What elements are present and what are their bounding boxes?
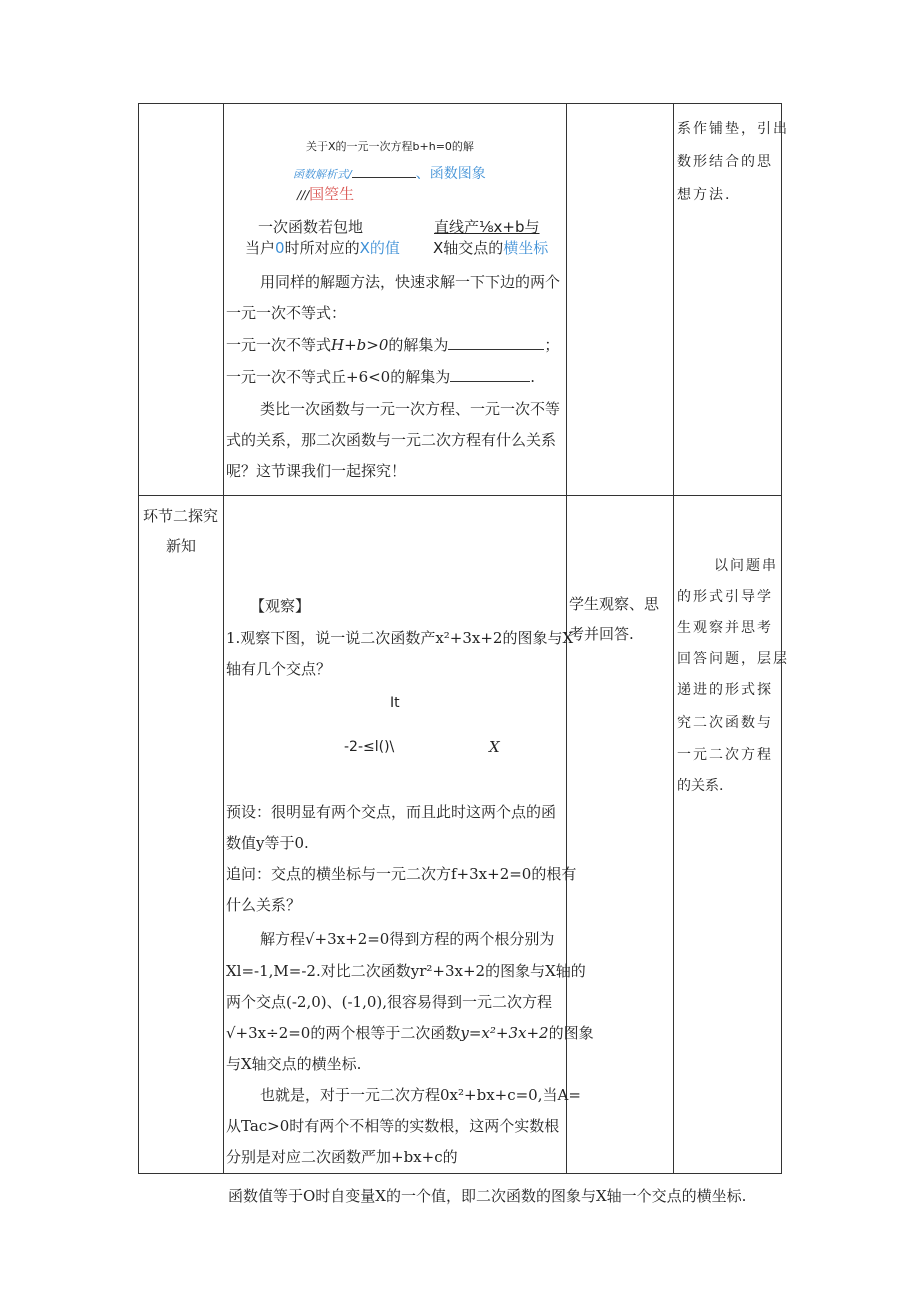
table-border-right <box>781 103 782 1174</box>
pair-right-2b: 横坐标 <box>503 239 549 257</box>
solve-line4c: 的图象 <box>548 1024 594 1042</box>
pair-left-1: 一次函数若包地 <box>258 218 364 236</box>
design-note-line1: 以问题串 <box>714 558 778 574</box>
solve-line5: 与X轴交点的横坐标. <box>226 1055 362 1073</box>
row1-note-line2: 数形结合的思 <box>677 154 773 170</box>
section-label-line1: 环节二探究 <box>143 507 219 525</box>
ineq1-prefix: 一元一次不等式 <box>226 336 332 354</box>
para2-line3: 呢？这节课我们一起探究！ <box>226 462 407 480</box>
ineq2-end: . <box>530 368 536 386</box>
solve-line4a: √+3x÷2=0的两个根等于二次函数 <box>226 1024 461 1042</box>
summary-line1: 也就是，对于一元二次方程0x²+bx+c=0,当A= <box>260 1086 581 1104</box>
para1-line2: 一元一次不等式： <box>226 304 347 322</box>
ineq2-blank <box>450 367 530 382</box>
red-line <box>297 183 354 204</box>
inequality-2 <box>226 366 535 387</box>
observe-title: 【观察】 <box>250 597 311 615</box>
summary-line2: 从Tac>0时有两个不相等的实数根，这两个实数根 <box>226 1117 560 1135</box>
ineq1-blank <box>448 335 544 350</box>
form-line <box>293 163 486 183</box>
row1-note-line3: 想方法. <box>677 187 732 203</box>
graph-label-top: It <box>390 695 400 711</box>
summary-line3: 分别是对应二次函数严加+bx+c的 <box>226 1148 458 1166</box>
pair-right-1: 直线产⅛x+b与 <box>434 218 540 236</box>
question-line2: 轴有几个交点？ <box>226 660 332 678</box>
solve-line1: 解方程√+3x+2=0得到方程的两个根分别为 <box>260 930 555 948</box>
solve-line4b: y=x²+3x+2 <box>460 1024 549 1042</box>
design-note-line3: 生观察并思考 <box>677 620 773 636</box>
para2-line2: 式的关系，那二次函数与一元二次方程有什么关系 <box>226 431 557 449</box>
question-line1: 1.观察下图，说一说二次函数产x²+3x+2的图象与X <box>226 629 574 647</box>
design-note-line4: 回答问题，层层 <box>677 651 789 667</box>
design-note-line8: 的关系. <box>677 778 724 794</box>
ineq1-suffix: 的解集为 <box>388 336 449 354</box>
pair-left-2b: 0 <box>275 239 285 257</box>
red-line-prefix: ∕∕∕ <box>297 188 310 202</box>
pair-left-2 <box>245 237 400 258</box>
solve-line3: 两个交点(-2,0)、(-1,0),很容易得到一元二次方程 <box>226 993 553 1011</box>
design-note-line6: 究二次函数与 <box>677 715 773 731</box>
table-col-divider-1 <box>223 103 224 1174</box>
graph-label-left: -2-≤l()\ <box>344 739 395 755</box>
section-label-line2: 新知 <box>166 537 197 555</box>
inequality-1 <box>226 334 559 355</box>
solve-line4 <box>226 1022 594 1043</box>
table-border-left <box>138 103 139 1174</box>
design-note-line2: 的形式引导学 <box>677 589 773 605</box>
ask-line1: 追问：交点的横坐标与一元二次方f+3x+2=0的根有 <box>226 865 577 883</box>
pair-right-2a: X轴交点的 <box>433 239 504 257</box>
graph-label-x: X <box>489 738 500 756</box>
student-activity-line2: 考并回答. <box>569 625 634 643</box>
caption-linear-equation: 关于X的一元一次方程b+h=0的解 <box>306 140 474 153</box>
table-border-bottom <box>138 1173 782 1174</box>
para1-line1: 用同样的解题方法，快速求解一下下边的两个 <box>260 273 561 291</box>
table-row-divider <box>138 495 782 496</box>
design-note-line7: 一元二次方程 <box>677 747 773 763</box>
preset-line1: 预设：很明显有两个交点，而且此时这两个点的函 <box>226 803 557 821</box>
pair-left-2d: X的值 <box>359 239 400 257</box>
pair-left-2c: 时所对应的 <box>284 239 360 257</box>
para2-line1: 类比一次函数与一元一次方程、一元一次不等 <box>260 400 561 418</box>
row1-note-line1: 系作铺垫，引出 <box>677 121 789 137</box>
preset-line2: 数值y等于0. <box>226 834 309 852</box>
continuation-text: 函数值等于O时自变量X的一个值，即二次函数的图象与X轴一个交点的横坐标. <box>228 1187 747 1205</box>
ineq1-end: ； <box>544 336 560 354</box>
solve-line2: Xl=-1,M=-2.对比二次函数yr²+3x+2的图象与X轴的 <box>226 962 586 980</box>
table-col-divider-3 <box>673 103 674 1174</box>
pair-right-2 <box>433 237 548 258</box>
form-blank <box>352 163 416 178</box>
form-prefix: 函数解析式/ <box>293 168 352 181</box>
red-line-text: 国箜生 <box>309 185 355 203</box>
form-suffix: 、函数图象 <box>415 166 486 182</box>
table-border-top <box>138 103 782 104</box>
design-note-line5: 递进的形式探 <box>677 682 773 698</box>
ask-line2: 什么关系？ <box>226 896 302 914</box>
ineq2-prefix: 一元一次不等式丘+6<0的解集为 <box>226 368 451 386</box>
ineq1-math: H+b>0 <box>331 336 389 354</box>
pair-left-2a: 当户 <box>245 239 276 257</box>
student-activity-line1: 学生观察、思 <box>569 595 660 613</box>
